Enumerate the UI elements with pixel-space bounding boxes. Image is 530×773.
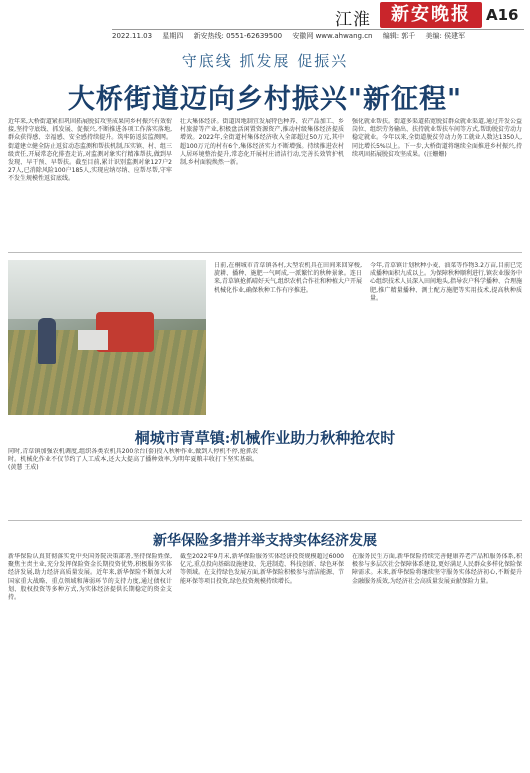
story1-column-2: 壮大集体经济。街道因地制宜发展特色种养、农产品加工、乡村旅游等产业,积极盘活闲置资源资产,推动村级集体经济提质增效。2022年,全街道村集体经济收入全部超过50万元,其中超100万元的村有6个,集体经济实力不断增强。持续推进农村人居环境整治提升,常态化开展村庄清洁行动,完善长效管护机制,乡村面貌焕然一新。 [180, 118, 344, 167]
story1-subhead: 守底线 抓发展 促振兴 [181, 52, 349, 70]
divider [8, 520, 522, 521]
story2-headline: 桐城市青草镇:机械作业助力秋种抢农时 [134, 429, 396, 447]
harvest-photo [8, 260, 206, 415]
website: 安徽网 www.ahwang.cn [292, 32, 373, 40]
story1-headline: 大桥街道迈向乡村振兴"新征程" [67, 84, 463, 115]
story2-column-1: 日前,在桐城市青草镇各村,大型农机具在田间来回穿梭,旋耕、播种、施肥一气呵成,一派繁忙的秋种景象。连日来,青草镇抢抓晴好天气,组织农机合作社和种植大户开展机械化作业,确保秋种工作有序推进。 [214, 262, 362, 294]
masthead-logo: 新安晚报 [380, 2, 482, 28]
page-number: A16 [486, 6, 519, 24]
issue-weekday: 星期四 [162, 32, 184, 40]
story3-column-2: 截至2022年9月末,新华保险服务实体经济投资规模超过6000亿元,重点投向基础设施建设、先进制造、科技创新、绿色环保等领域。在支持绿色发展方面,新华保险积极参与清洁能源、节能环保等项目投资,绿色投资规模持续增长。 [180, 553, 344, 585]
story2-column-2: 今年,青草镇计划秋种小麦、油菜等作物3.2万亩,目前已完成播种面积九成以上。为保障秋种顺利进行,镇农业服务中心组织技术人员深入田间地头,指导农户科学播种、合理施肥,推广精量播种、测土配方施肥等实用技术,提高秋种质量。 [370, 262, 522, 302]
hotline: 新安热线: 0551-62639500 [193, 32, 283, 40]
story3-column-3: 在服务民生方面,新华保险持续完善健康养老产品和服务体系,积极参与多层次社会保障体系建设,更好满足人民群众多样化保险保障需求。未来,新华保险将继续坚守服务实体经济初心,不断提升金融服务质效,为经济社会高质量发展贡献保险力量。 [352, 553, 522, 585]
story3-column-1: 新华保险认真贯彻落实党中央国务院决策部署,坚持保险姓保,聚焦主责主业,充分发挥保险资金长期投资优势,积极服务实体经济发展,助力经济高质量发展。近年来,新华保险不断加大对国家重大战略、重点领域和薄弱环节的支持力度,通过债权计划、股权投资等多种方式,为实体经济提供长期稳定的资金支持。 [8, 553, 172, 602]
date-bar [112, 29, 524, 42]
story2-column-3: 同时,青草镇加强农机调度,组织各类农机具200余台(套)投入秋种作业,做到人停机不停,抢抓农时。机械化作业不仅节约了人工成本,还大大提高了播种效率,为明年夏粮丰收打下坚实基础。(黄慧 王成) [8, 448, 258, 472]
story1-column-3: 强化就业帮扶。街道多渠道拓宽脱贫群众就业渠道,通过开发公益岗位、组织劳务输出、扶持就业帮扶车间等方式,帮助脱贫劳动力稳定就业。今年以来,全街道脱贫劳动力务工就业人数达1350人,同比增长5%以上。下一步,大桥街道将继续全面推进乡村振兴,持续巩固拓展脱贫攻坚成果。(汪姗姗) [352, 118, 522, 158]
story3-headline: 新华保险多措并举支持实体经济发展 [153, 533, 377, 549]
divider [8, 252, 522, 253]
editor: 编辑: 郭千 [382, 32, 416, 40]
designer: 美编: 侯建军 [425, 32, 466, 40]
issue-date: 2022.11.03 [112, 32, 153, 40]
masthead-region: 江淮 [335, 10, 371, 30]
story1-column-1: 近年来,大桥街道紧扣巩固拓展脱贫攻坚成果同乡村振兴有效衔接,坚持守底线、抓发展、促振兴,不断推进各项工作落实落地,群众获得感、幸福感、安全感持续提升。筑牢防返贫监测网。街道建立健全防止返贫动态监测和帮扶机制,压实镇、村、组三级责任,开展常态化排查走访,对监测对象实行精准帮扶,做到早发现、早干预、早帮扶。截至目前,累计识别监测对象127户227人,已消除风险100户185人,实现应纳尽纳、应帮尽帮,守牢不发生规模性返贫底线。 [8, 118, 172, 183]
